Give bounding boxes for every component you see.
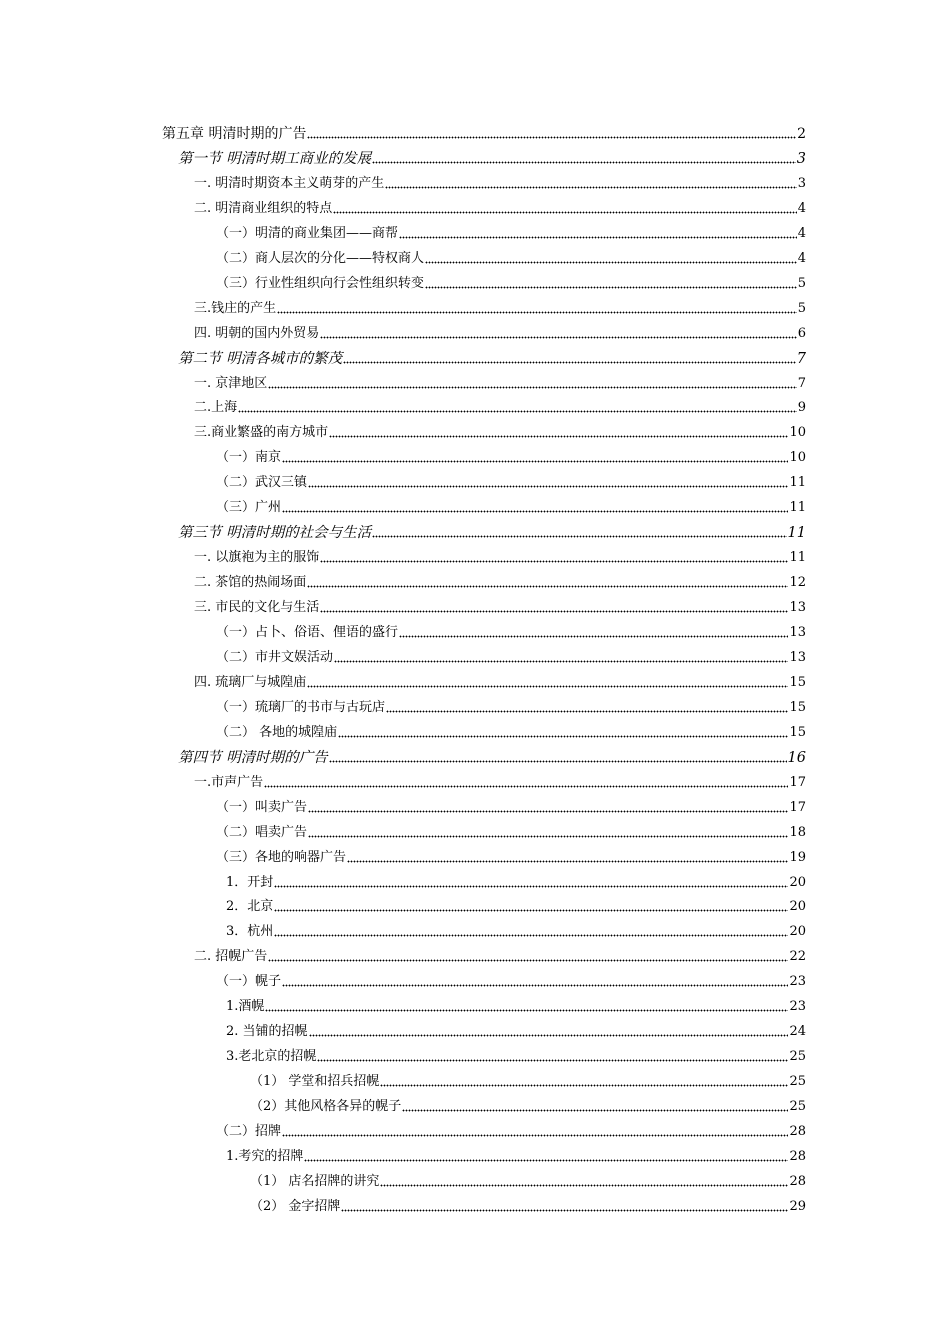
toc-entry[interactable] [226,1016,806,1040]
toc-entry-page-number: 20 [789,924,806,940]
toc-entry-page-number: 17 [789,774,806,790]
toc-entry-page-number: 2 [797,126,806,142]
toc-entry[interactable] [250,1166,806,1190]
toc-entry[interactable] [194,542,806,566]
toc-dot-leader [402,1102,788,1112]
toc-dot-leader [399,229,797,239]
toc-entry-title: （一）明清的商业集团——商帮 [216,225,399,241]
toc-entry-title: 一.市声广告 [194,774,264,790]
toc-entry-title: 第四节 明清时期的广告 [178,749,328,766]
toc-entry[interactable] [216,268,806,292]
toc-dot-leader [277,304,797,314]
toc-entry-page-number: 19 [789,849,806,865]
toc-entry[interactable] [216,717,806,741]
toc-entry-title: （三）行业性组织向行会性组织转变 [216,275,425,291]
toc-entry[interactable] [178,343,806,367]
toc-entry[interactable] [250,1191,806,1215]
toc-entry[interactable] [250,1091,806,1115]
toc-entry[interactable] [216,218,806,242]
toc-entry-title: 第三节 明清时期的社会与生活 [178,525,372,542]
toc-entry[interactable] [216,617,806,641]
toc-entry-title: 一. 京津地区 [194,375,268,391]
toc-entry[interactable] [216,492,806,516]
toc-entry-page-number: 15 [789,674,806,690]
toc-dot-leader [347,853,788,863]
toc-entry-page-number: 20 [789,899,806,915]
toc-dot-leader [264,778,788,788]
toc-entry-page-number: 20 [789,874,806,890]
toc-entry-page-number: 28 [789,1148,806,1164]
toc-entry-title: 2．北京 [226,899,274,915]
toc-entry[interactable] [216,692,806,716]
toc-entry[interactable] [194,193,806,217]
toc-dot-leader [282,503,788,513]
toc-entry-title: 1.考究的招牌 [226,1148,304,1164]
toc-dot-leader [320,329,796,339]
toc-entry[interactable] [226,891,806,915]
toc-entry-title: （二）武汉三镇 [216,475,308,491]
toc-dot-leader [399,628,788,638]
toc-entry-page-number: 23 [789,999,806,1015]
toc-entry-page-number: 3 [797,175,806,191]
toc-entry-page-number: 28 [789,1124,806,1139]
toc-dot-leader [341,1202,788,1212]
toc-entry-title: 三.钱庄的产生 [194,300,277,316]
toc-entry[interactable] [162,118,806,142]
toc-entry[interactable] [216,792,806,816]
toc-entry-title: （二）唱卖广告 [216,824,308,840]
toc-dot-leader [343,354,796,364]
toc-dot-leader [380,1177,788,1187]
toc-entry[interactable] [194,941,806,965]
toc-entry-title: （一）幌子 [216,974,282,990]
toc-entry[interactable] [216,817,806,841]
toc-entry-page-number: 6 [797,325,806,341]
toc-dot-leader [338,728,788,738]
toc-entry-title: 2. 当铺的招幌 [226,1024,308,1040]
toc-entry-title: （一）南京 [216,450,282,466]
toc-entry-page-number: 11 [789,475,806,491]
toc-dot-leader [308,828,788,838]
toc-entry-title: 二.上海 [194,400,238,416]
toc-entry-title: （三）广州 [216,500,282,516]
toc-dot-leader [333,204,796,214]
toc-dot-leader [320,553,788,563]
toc-entry-title: 第一节 明清时期工商业的发展 [178,150,372,167]
toc-entry-title: （1） 店名招牌的讲究 [250,1173,380,1189]
toc-entry-page-number: 22 [789,949,806,965]
toc-dot-leader [372,154,796,164]
toc-entry-page-number: 4 [797,225,806,241]
toc-entry[interactable] [216,243,806,267]
toc-dot-leader [329,753,787,763]
toc-dot-leader [282,1127,788,1137]
toc-entry[interactable] [194,567,806,591]
toc-entry[interactable] [226,867,806,891]
toc-dot-leader [274,902,788,912]
toc-dot-leader [274,878,788,888]
toc-entry[interactable] [216,642,806,666]
toc-entry-page-number: 12 [789,575,806,591]
toc-dot-leader [329,428,788,438]
toc-dot-leader [304,1152,788,1162]
toc-entry-title: （一）琉璃厂的书市与古玩店 [216,699,386,715]
toc-entry-title: （2）其他风格各异的幌子 [250,1099,402,1115]
toc-entry-page-number: 28 [789,1173,806,1189]
toc-entry[interactable] [226,1041,806,1065]
toc-entry-title: 三.商业繁盛的南方城市 [194,425,329,441]
toc-entry-title: 四. 琉璃厂与城隍庙 [194,674,307,690]
toc-dot-leader [268,379,796,389]
toc-dot-leader [380,1077,788,1087]
toc-entry-page-number: 17 [789,799,806,815]
toc-entry[interactable] [216,842,806,866]
toc-entry-title: 3．杭州 [226,924,274,940]
toc-dot-leader [307,678,788,688]
toc-entry-title: （二）招牌 [216,1124,282,1139]
toc-entry-title: 第二节 明清各城市的繁茂 [178,350,343,367]
toc-dot-leader [238,403,797,413]
toc-entry-page-number: 5 [797,275,806,291]
toc-entry[interactable] [194,592,806,616]
toc-entry-title: （一）叫卖广告 [216,799,308,815]
toc-dot-leader [425,279,797,289]
toc-entry[interactable] [216,1116,806,1140]
toc-entry-title: 四. 明朝的国内外贸易 [194,325,320,341]
toc-entry-page-number: 13 [789,600,806,616]
toc-entry-page-number: 25 [789,1074,806,1090]
toc-entry[interactable] [250,1066,806,1090]
toc-entry-title: （二）市井文娱活动 [216,649,334,665]
toc-entry-page-number: 11 [789,550,806,566]
toc-entry[interactable] [216,442,806,466]
toc-dot-leader [265,1002,788,1012]
toc-entry-title: 1.酒幌 [226,999,265,1015]
toc-entry-page-number: 7 [796,350,806,367]
toc-entry[interactable] [216,467,806,491]
toc-entry-page-number: 13 [789,649,806,665]
toc-entry-title: （1） 学堂和招兵招幌 [250,1074,380,1090]
toc-entry-title: 三. 市民的文化与生活 [194,600,320,616]
toc-entry-title: （二）商人层次的分化——特权商人 [216,250,425,266]
toc-entry-page-number: 4 [797,200,806,216]
toc-entry-page-number: 7 [797,375,806,391]
toc-entry-title: （一）占卜、俗语、俚语的盛行 [216,625,399,640]
toc-dot-leader [307,129,796,139]
toc-entry-page-number: 4 [797,250,806,266]
toc-entry-title: 二. 茶馆的热闹场面 [194,575,307,591]
toc-dot-leader [386,703,788,713]
toc-dot-leader [268,952,788,962]
toc-entry-page-number: 15 [789,724,806,740]
toc-entry-page-number: 29 [789,1198,806,1214]
toc-dot-leader [385,179,796,189]
toc-entry-page-number: 9 [797,400,806,416]
toc-dot-leader [308,803,788,813]
toc-entry-page-number: 11 [789,500,806,516]
toc-entry[interactable] [226,916,806,940]
toc-entry-title: （三）各地的响器广告 [216,849,347,865]
toc-dot-leader [372,528,786,538]
toc-entry-page-number: 25 [789,1049,806,1065]
toc-entry[interactable] [226,991,806,1015]
toc-entry-page-number: 15 [789,699,806,715]
toc-entry-page-number: 13 [789,625,806,640]
toc-entry[interactable] [216,966,806,990]
toc-dot-leader [282,453,788,463]
toc-entry-page-number: 3 [796,150,806,167]
toc-entry[interactable] [194,293,806,317]
toc-dot-leader [317,1052,788,1062]
toc-entry[interactable] [226,1141,806,1165]
toc-entry[interactable] [194,392,806,416]
toc-dot-leader [309,1027,789,1037]
toc-entry[interactable] [194,168,806,192]
toc-entry-title: 一. 明清时期资本主义萌芽的产生 [194,175,385,191]
toc-entry-page-number: 24 [789,1024,806,1040]
toc-entry[interactable] [194,417,806,441]
toc-entry[interactable] [178,742,806,766]
toc-dot-leader [320,603,788,613]
toc-entry-title: 第五章 明清时期的广告 [162,126,307,142]
toc-entry-title: （二） 各地的城隍庙 [216,724,338,740]
toc-entry-page-number: 10 [789,450,806,466]
toc-dot-leader [308,478,788,488]
toc-entry-title: 二. 招幌广告 [194,949,268,965]
toc-entry-title: 1．开封 [226,874,274,890]
toc-entry[interactable] [194,368,806,392]
toc-entry-title: 一. 以旗袍为主的服饰 [194,550,320,566]
toc-entry-title: 二. 明清商业组织的特点 [194,200,333,216]
toc-entry[interactable] [194,767,806,791]
toc-entry-page-number: 10 [789,425,806,441]
toc-entry[interactable] [194,667,806,691]
toc-dot-leader [334,653,788,663]
toc-entry-page-number: 16 [787,749,806,766]
toc-dot-leader [425,254,797,264]
toc-entry-page-number: 11 [787,525,806,542]
toc-entry-page-number: 18 [789,824,806,840]
toc-entry-page-number: 23 [789,974,806,990]
toc-entry-page-number: 25 [789,1099,806,1115]
toc-dot-leader [282,977,788,987]
toc-entry[interactable] [178,143,806,167]
toc-entry-title: （2） 金字招牌 [250,1198,341,1214]
toc-dot-leader [307,578,788,588]
toc-entry-title: 3.老北京的招幌 [226,1049,317,1065]
toc-entry-page-number: 5 [797,300,806,316]
toc-entry[interactable] [194,318,806,342]
toc-dot-leader [274,927,788,937]
toc-entry[interactable] [178,517,806,541]
